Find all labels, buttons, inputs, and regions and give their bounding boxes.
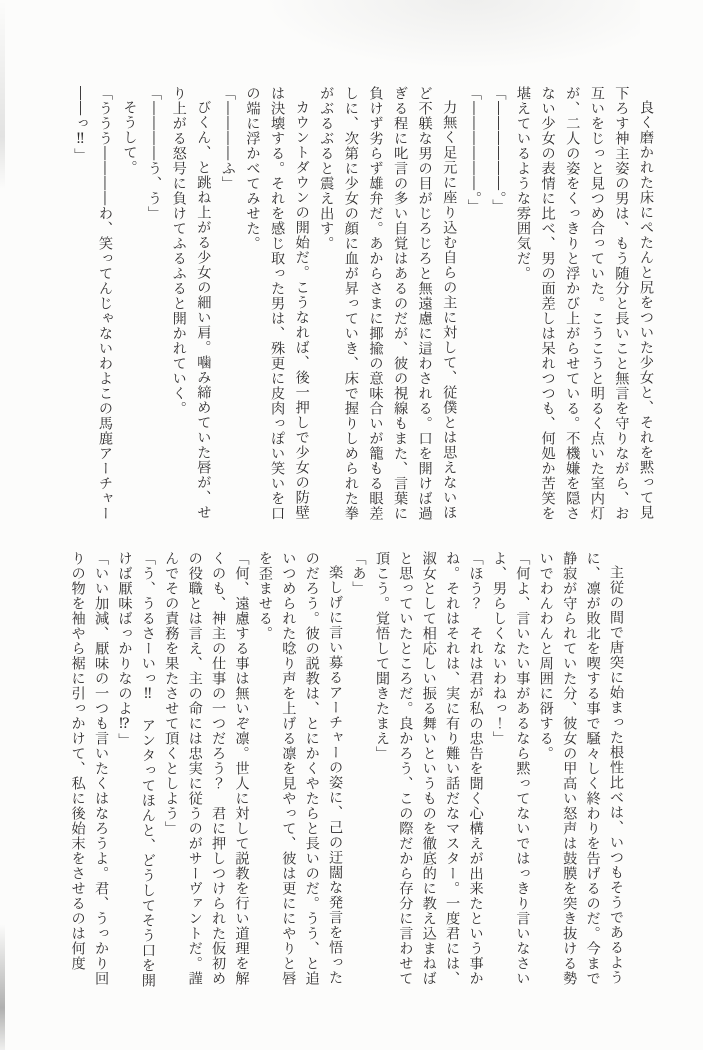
paragraph: 「う、うるさーいっ‼ アンタってほんと、どうしてそう口を開けば厭味ばっかりなのよ⁉」: [116, 551, 156, 988]
paragraph: 「あ」: [350, 551, 367, 596]
paragraph: 「ほう？ それは君が私の忠告を聞く心構えが出来たという事かね。それはそれは、実に有り難い話だなマスター。一度君には、淑女として相応しい振る舞いというものを徹底的に教え込まねばと思っていたところだ。良かろう、この際だから存分に言わせて頂こう。覚悟して聞きたまえ」: [373, 551, 484, 986]
paragraph: 「ううう――――わ、笑ってんじゃないわよこの馬鹿アーチャー――っ‼」: [72, 86, 113, 521]
paragraph: 良く磨かれた床にぺたんと尻をついた少女と、それを黙って見下ろす神主姿の男は、もう随分と長いこと無言を守りながら、お互いをじっと見つめ合っていた。こうこうと明るく点いた室内灯が、二人の姿をくっきりと浮かび上がらせている。不機嫌を隠さない少女の表情に比べ、男の面差しは呆れつつも、何処か苦笑を堪えているような雰囲気だ。: [515, 86, 654, 521]
paragraph: 「――――ふ」: [219, 86, 236, 191]
scan-edge-artifact: [0, 0, 5, 1050]
paragraph: 「何よ、言いたい事があるなら黙ってないではっきり言いなさいよ、男らしくないわねっ！」: [490, 551, 531, 986]
paragraph: カウントダウンの開始だ。こうなれば、後一押しで少女の防壁は決壊する。それを感じ取った男は、殊更に皮肉っぽい笑いを口の端に浮かべてみせた。: [244, 86, 310, 521]
paragraph: 楽しげに言い募るアーチャーの姿に、己の迂闊な発言を悟ったのだろう。彼の説教は、とにかくやたらと長いのだ。うう、と追いつめられた唸り声を上げる凛を見やって、彼は更ににやりと唇を歪ませる。: [256, 551, 344, 986]
paragraph: 「――――――。」: [490, 86, 507, 214]
paragraph: 「何、遠慮する事は無いぞ凛。世人に対して説教を行い道理を解くのも、神主の仕事の一つだろう？ 君に押しつけられた仮初めの役職とは言え、主の命には忠実に従うのがサーヴァントだ。謹んでその責務を果たさせて頂くとしよう」: [163, 551, 250, 986]
text-block-top: [68, 86, 658, 532]
scan-shading: [260, 0, 640, 70]
paragraph: 「――――――。」: [465, 86, 482, 214]
paragraph: 「いい加減、厭味の一つも言いたくはなろうよ。君、うっかり回りの物を袖やら裾に引っかけて、私に後始末をさせるのは何度: [69, 551, 110, 986]
paragraph: 力無く足元に座り込む自らの主に対して、従僕とは思えないほど不躾な男の目がじろじろと無遠慮に這わされる。口を開けば過ぎる程に叱言の多い自覚はあるのだが、彼の視線もまた、言葉に負けず劣らず雄弁だ。あからさまに揶揄の意味合いが籠もる眼差しに、次第に少女の顔に血が昇っていき、床で握りしめられた拳がぶるぶると震え出す。: [318, 86, 458, 521]
text-block-bottom: [65, 551, 627, 993]
paragraph: 主従の間で唐突に始まった根性比べは、いつもそうであるように、凛が敗北を喫する事で騒々しく終わりを告げるのだ。今まで静寂が守られていた分、彼女の甲高い怒声は鼓膜を突き抜ける勢いでわんわんと周囲に谺する。: [537, 551, 624, 986]
paragraph: びくん、と跳ね上がる少女の細い肩。噛み締めていた唇が、せり上がる怒号に負けてふるふると開かれていく。: [170, 86, 212, 521]
paragraph: そうして。: [121, 100, 138, 176]
paragraph: 「――――う、う」: [146, 86, 163, 221]
